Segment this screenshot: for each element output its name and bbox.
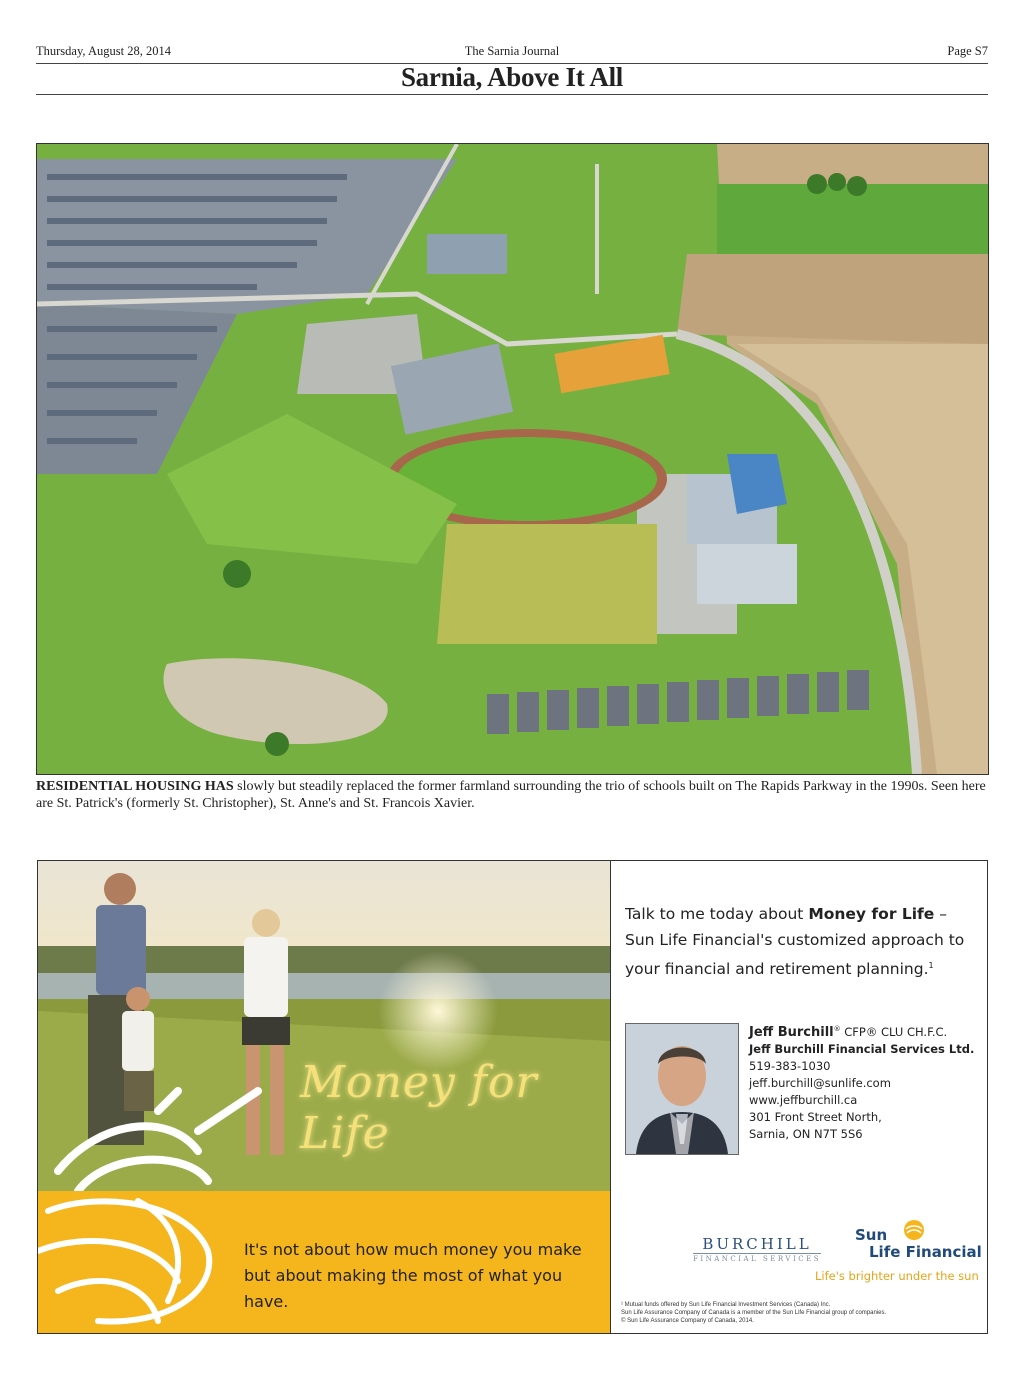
advisor-credentials: CFP® CLU CH.F.C. <box>840 1024 948 1039</box>
advisor-phone: 519-383-1030 <box>749 1058 831 1073</box>
advisor-firm: Jeff Burchill Financial Services Ltd. <box>749 1041 975 1056</box>
headline-line-2: Sun Life Financial's customized approach to <box>625 931 965 949</box>
photo-caption <box>36 778 991 812</box>
ad-fine-print <box>621 1301 886 1325</box>
page-header <box>36 44 988 64</box>
sunlife-logo <box>855 1227 982 1261</box>
ad-tagline <box>244 1237 610 1315</box>
fine-print-3: © Sun Life Assurance Company of Canada, 2014. <box>621 1318 754 1324</box>
headline-line-3: your financial and retirement planning. <box>625 960 929 979</box>
page-number: Page S7 <box>947 44 988 58</box>
headline-pre: Talk to me today about <box>625 905 809 923</box>
tagline-line-1: It's not about how much money you make <box>244 1240 582 1259</box>
advisor-name-mark: ® <box>833 1025 841 1033</box>
ad-tagline-panel <box>38 1191 610 1333</box>
caption-text: slowly but steadily replaced the former farmland surrounding the trio of schools built on The Rapids Parkway in the 1990s. Seen here are St. Patrick's (formerly St. Christopher), St. Anne's and St. Francois Xavier. <box>36 779 986 811</box>
ad-contact-panel <box>610 861 988 1333</box>
sunlife-slogan: Life's brighter under the sun <box>815 1269 979 1283</box>
aerial-photo-illustration <box>37 144 988 774</box>
burchill-logo <box>693 1235 821 1263</box>
advisor-address-1: 301 Front Street North, <box>749 1109 882 1124</box>
advisor-portrait-image <box>626 1024 738 1154</box>
headline-footnote: 1 <box>928 961 934 970</box>
caption-lead: RESIDENTIAL HOUSING HAS <box>36 779 234 794</box>
sun-icon <box>901 1217 927 1243</box>
issue-date: Thursday, August 28, 2014 <box>36 44 171 58</box>
ad-family-photo <box>38 861 610 1191</box>
advisor-email: jeff.burchill@sunlife.com <box>749 1075 891 1090</box>
ad-headline <box>625 901 965 982</box>
advisor-portrait <box>625 1023 739 1155</box>
fine-print-2: Sun Life Assurance Company of Canada is a member of the Sun Life Financial group of companies. <box>621 1310 887 1316</box>
tagline-line-2: but about making the most of what you have. <box>244 1266 563 1311</box>
sunlife-advertisement <box>37 860 988 1334</box>
burchill-logo-text: BURCHILL <box>702 1235 812 1253</box>
advisor-contact <box>749 1021 974 1143</box>
sunlife-logo-line-2: Life Financial <box>869 1243 982 1261</box>
sunlife-logo-line-1: Sun <box>855 1226 888 1244</box>
headline-bold: Money for Life <box>808 905 935 923</box>
sun-swirl-icon <box>38 1191 238 1333</box>
publication-name: The Sarnia Journal <box>464 44 560 58</box>
money-for-life-script: Money for Life <box>300 1057 538 1159</box>
headline-post: – <box>934 905 947 923</box>
aerial-photo <box>36 143 989 775</box>
fine-print-1: ¹ Mutual funds offered by Sun Life Financial Investment Services (Canada) Inc. <box>621 1302 831 1308</box>
title-rule <box>36 94 988 95</box>
page-title: Sarnia, Above It All <box>400 62 624 92</box>
advisor-website: www.jeffburchill.ca <box>749 1092 858 1107</box>
advisor-name: Jeff Burchill <box>749 1024 834 1040</box>
burchill-logo-subtext: FINANCIAL SERVICES <box>693 1255 821 1263</box>
advisor-address-2: Sarnia, ON N7T 5S6 <box>749 1126 863 1141</box>
